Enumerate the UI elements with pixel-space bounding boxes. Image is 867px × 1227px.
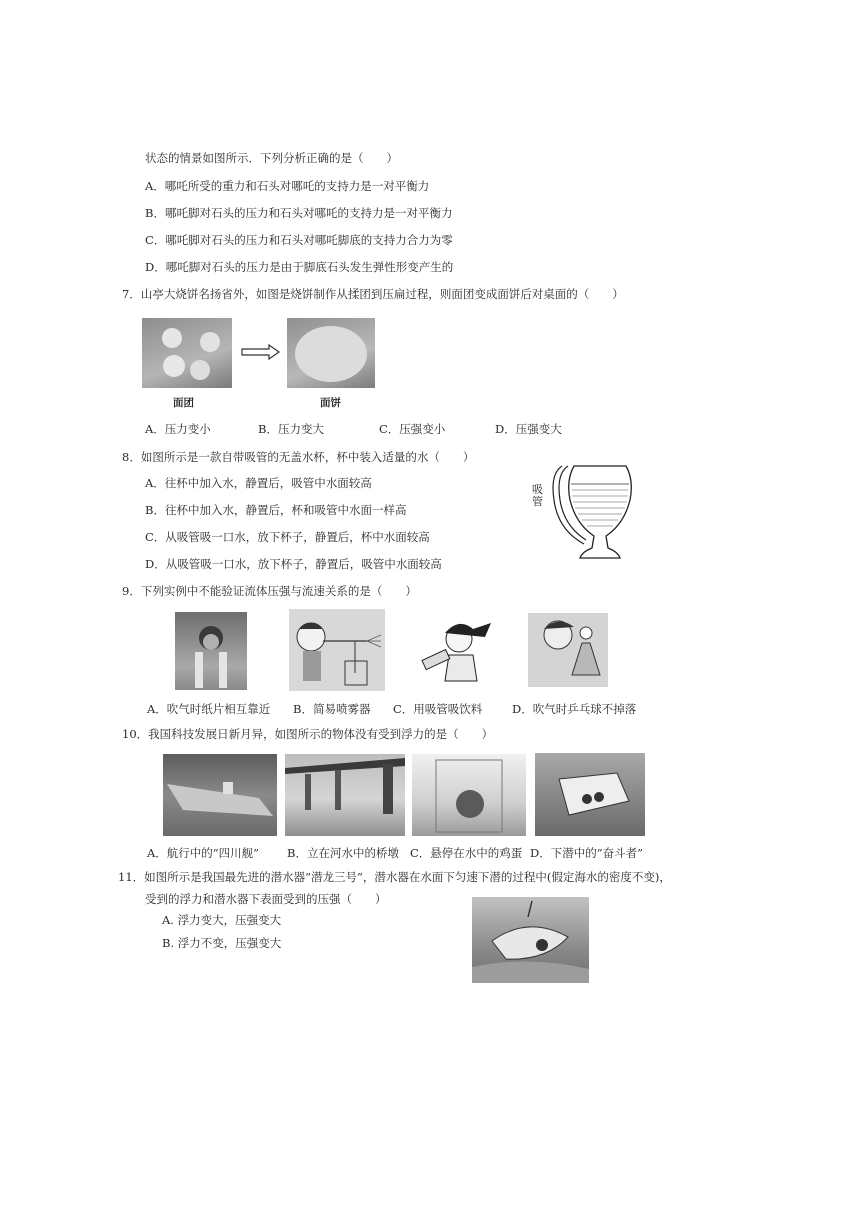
dough-balls-drawing [142,318,232,388]
flat-cake-image [287,318,375,388]
q7-option-b: B．压力变大 [258,422,324,436]
blow-paper-photo [175,612,247,690]
q6-stem: 状态的情景如图所示．下列分析正确的是（ ） [145,151,398,165]
q7-option-a: A．压力变小 [145,422,211,436]
q10-option-d: D．下潜中的“奋斗者” [530,846,643,860]
q9-option-a: A．吹气时纸片相互靠近 [147,702,271,716]
q8-option-c: C．从吸管吸一口水，放下杯子，静置后，杯中水面较高 [145,530,430,544]
blow-paper-drawing [175,612,247,690]
q8-option-d: D．从吸管吸一口水，放下杯子，静置后，吸管中水面较高 [145,557,442,571]
submersible-drawing [535,753,645,836]
egg-in-water-photo [412,754,526,836]
q10-option-a: A．航行中的“四川舰” [147,846,260,860]
bridge-photo [285,754,405,836]
dough-ball-image [142,318,232,388]
q6-option-b: B．哪吒脚对石头的压力和石头对哪吒的支持力是一对平衡力 [145,206,453,220]
submersible-photo [535,753,645,836]
q9-option-c: C．用吸管吸饮料 [393,702,483,716]
q6-option-d: D．哪吒脚对石头的压力是由于脚底石头发生弹性形变产生的 [145,260,454,274]
q11-stem-cont: 受到的浮力和潜水器下表面受到的压强（ ） [145,892,387,906]
drink-straw-drawing [415,615,501,687]
sprayer-drawing [289,609,385,691]
q7-option-c: C．压强变小 [379,422,446,436]
q8-option-b: B．往杯中加入水，静置后，杯和吸管中水面一样高 [145,503,407,517]
q11-option-a: A. 浮力变大，压强变大 [162,913,282,927]
egg-in-water-drawing [412,754,526,836]
qianlong-submersible-photo [472,897,589,983]
q11-stem: 11．如图所示是我国最先进的潜水器“潜龙三号”，潜水器在水面下匀速下潜的过程中(假定海水的密度不变)， [118,870,671,884]
q7-option-d: D．压强变大 [495,422,562,436]
q6-option-a: A．哪吒所受的重力和石头对哪吒的支持力是一对平衡力 [145,179,430,193]
ping-pong-drawing [528,613,608,687]
warship-drawing [163,754,277,836]
caption-dough: 面团 [173,397,194,409]
cup-with-straw-figure [528,460,638,566]
q9-option-b: B．简易喷雾器 [293,702,371,716]
q6-option-c: C．哪吒脚对石头的压力和石头对哪吒脚底的支持力合力为零 [145,233,453,247]
q10-option-c: C．悬停在水中的鸡蛋 [410,846,523,860]
drink-straw-figure [415,615,501,687]
q7-stem: 7．山亭大烧饼名扬省外，如图是烧饼制作从揉团到压扁过程，则面团变成面饼后对桌面的（ ） [122,287,624,301]
q8-option-a: A．往杯中加入水，静置后，吸管中水面较高 [145,476,372,490]
q9-option-d: D．吹气时乒乓球不掉落 [512,702,637,716]
sprayer-figure [289,609,385,691]
caption-cake: 面饼 [320,397,341,409]
straw-label: 吸管 [532,483,543,508]
q9-stem: 9．下列实例中不能验证流体压强与流速关系的是（ ） [122,584,417,598]
flat-cake-drawing [287,318,375,388]
qianlong-submersible-drawing [472,897,589,983]
arrow-right-icon [241,344,281,360]
warship-photo [163,754,277,836]
q11-option-b: B. 浮力不变，压强变大 [162,936,282,950]
bridge-drawing [285,754,405,836]
q10-option-b: B．立在河水中的桥墩 [287,846,399,860]
ping-pong-figure [528,613,608,687]
q8-stem: 8．如图所示是一款自带吸管的无盖水杯，杯中装入适量的水（ ） [122,450,475,464]
q10-stem: 10．我国科技发展日新月异，如图所示的物体没有受到浮力的是（ ） [122,727,494,741]
